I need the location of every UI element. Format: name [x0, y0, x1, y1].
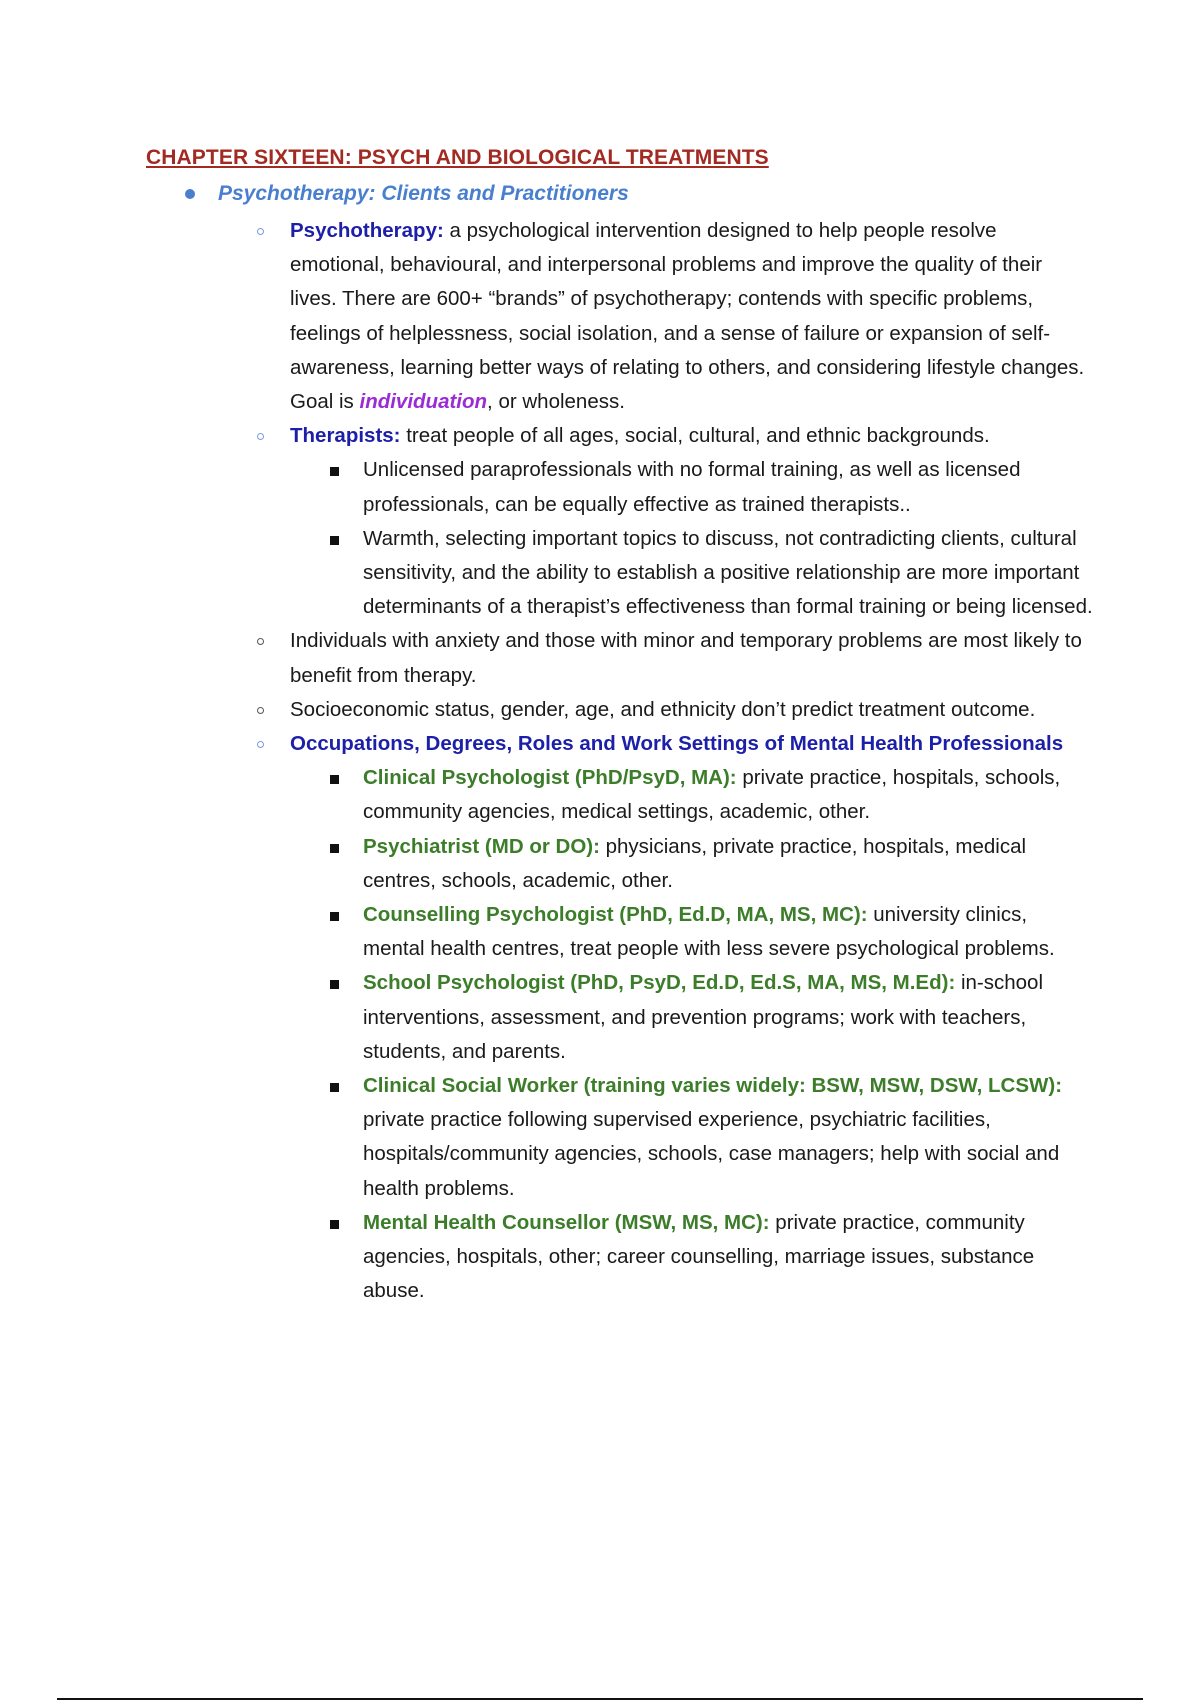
square-bullet-icon — [330, 844, 339, 853]
filled-bullet-icon — [185, 189, 195, 199]
occupation-text: private practice, community agencies, hospitals, other; career counselling, marriage issues, substance abuse. — [363, 1210, 1035, 1303]
occupation-text: physicians, private practice, hospitals, medical centres, schools, academic, other. — [363, 834, 1027, 892]
occupation-item — [363, 761, 1093, 829]
square-bullet-icon — [330, 536, 339, 545]
occupation-term: Counselling Psychologist (PhD, Ed.D, MA, MS, MC): — [363, 903, 868, 927]
list-item-psychotherapy — [290, 214, 1090, 419]
occupation-item — [363, 1206, 1093, 1309]
note-text: Individuals with anxiety and those with minor and temporary problems are most likely to benefit from therapy. — [290, 629, 1082, 687]
point-text: Warmth, selecting important topics to discuss, not contradicting clients, cultural sensitivity, and the ability to establish a positive relationship are more important determinants of a therapist’s effectiveness than formal training or being licensed. — [363, 526, 1093, 619]
square-bullet-icon — [330, 1083, 339, 1092]
occupation-term: Clinical Social Worker (training varies widely: BSW, MSW, DSW, LCSW): — [363, 1074, 1063, 1098]
occupation-item — [363, 830, 1093, 898]
list-item-therapists — [290, 419, 1090, 453]
occupation-term: Psychiatrist (MD or DO): — [363, 834, 600, 858]
hollow-bullet-icon — [257, 228, 264, 235]
occupation-text: in-school interventions, assessment, and prevention programs; work with teachers, students, and parents. — [363, 971, 1044, 1063]
occupation-term: School Psychologist (PhD, PsyD, Ed.D, Ed.S, MA, MS, M.Ed): — [363, 971, 956, 995]
square-bullet-icon — [330, 775, 339, 784]
point-text: Unlicensed paraprofessionals with no formal training, as well as licensed professionals, can be equally effective as trained therapists.. — [363, 458, 1021, 516]
occupation-term: Mental Health Counsellor (MSW, MS, MC): — [363, 1210, 770, 1234]
section-heading-row — [0, 180, 1200, 214]
occupations-heading: Occupations, Degrees, Roles and Work Settings of Mental Health Professionals — [290, 732, 1064, 756]
term-psychotherapy: Psychotherapy: — [290, 219, 444, 242]
occupation-text: private practice following supervised experience, psychiatric facilities, hospitals/community agencies, schools, case managers; help with social and health problems. — [363, 1108, 1060, 1200]
section-heading: Psychotherapy: Clients and Practitioners — [218, 182, 629, 205]
occupation-item — [363, 898, 1093, 966]
term-therapists: Therapists: — [290, 424, 401, 448]
occupation-text: private practice, hospitals, schools, community agencies, medical settings, academic, other. — [363, 766, 1061, 824]
note-text: Socioeconomic status, gender, age, and ethnicity don’t predict treatment outcome. — [290, 697, 1036, 721]
list-item-therapist-point — [363, 522, 1093, 625]
occupation-term: Clinical Psychologist (PhD/PsyD, MA): — [363, 766, 737, 790]
hollow-bullet-icon — [257, 638, 264, 645]
definition-text: a psychological intervention designed to help people resolve emotional, behavioural, and interpersonal problems and improve the quality of their lives. There are 600+ “brands” of psychotherapy; contends with specific problems, feelings of helplessness, social isolation, and a sense of failure or expansion of self-awareness, learning better ways of relating to others, and considering lifestyle changes. Goal is — [290, 219, 1085, 414]
list-item-note — [290, 624, 1090, 692]
term-individuation: individuation — [359, 390, 488, 414]
list-item-note — [290, 693, 1090, 727]
chapter-title: CHAPTER SIXTEEN: PSYCH AND BIOLOGICAL TREATMENTS — [146, 146, 769, 169]
section-psychotherapy — [0, 180, 1200, 1309]
square-bullet-icon — [330, 980, 339, 989]
list-item-therapist-point — [363, 453, 1093, 521]
square-bullet-icon — [330, 467, 339, 476]
hollow-bullet-icon — [257, 707, 264, 714]
square-bullet-icon — [330, 912, 339, 921]
hollow-bullet-icon — [257, 741, 264, 748]
list-item-occupations-heading — [290, 727, 1090, 761]
hollow-bullet-icon — [257, 433, 264, 440]
definition-text: treat people of all ages, social, cultural, and ethnic backgrounds. — [400, 424, 990, 448]
occupation-text: university clinics, mental health centres, treat people with less severe psychological problems. — [363, 903, 1055, 961]
occupation-item — [363, 1069, 1093, 1206]
square-bullet-icon — [330, 1220, 339, 1229]
occupation-item — [363, 966, 1093, 1069]
definition-tail: , or wholeness. — [487, 390, 625, 414]
